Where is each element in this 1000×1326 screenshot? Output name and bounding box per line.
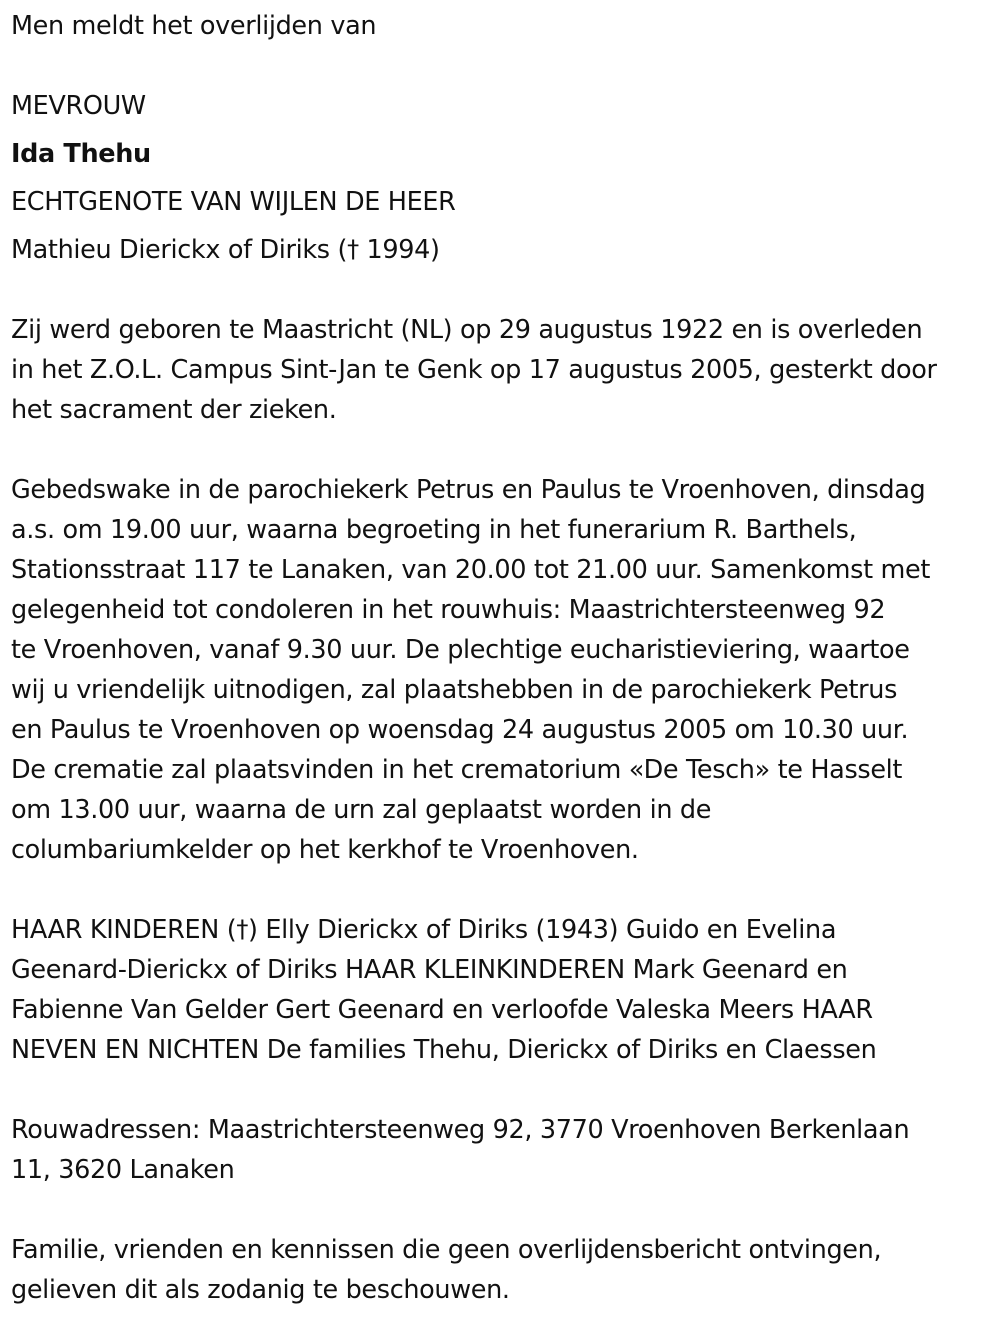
children-names: ) Elly Dierickx of Diriks (1943) Guido en Evelina bbox=[248, 915, 837, 945]
paragraph-line: Gebedswake in de parochiekerk Petrus en Paulus te Vroenhoven, dinsdag bbox=[11, 475, 926, 505]
paragraph-line: Rouwadressen: Maastrichtersteenweg 92, 3770 Vroenhoven Berkenlaan bbox=[11, 1115, 910, 1145]
paragraph-line: a.s. om 19.00 uur, waarna begroeting in het funerarium R. Barthels, bbox=[11, 515, 857, 545]
service-paragraph bbox=[11, 470, 930, 870]
spouse-title: ECHTGENOTE VAN WIJLEN DE HEER bbox=[11, 187, 456, 217]
address-paragraph bbox=[11, 1110, 909, 1190]
spouse-name bbox=[11, 226, 440, 274]
closing-paragraph bbox=[11, 1230, 881, 1310]
paragraph-line: wij u vriendelijk uitnodigen, zal plaatshebben in de parochiekerk Petrus bbox=[11, 675, 898, 705]
paragraph-line: in het Z.O.L. Campus Sint-Jan te Genk op 17 augustus 2005, gesterkt door bbox=[11, 355, 937, 385]
honorific-title: MEVROUW bbox=[11, 91, 146, 121]
spouse-name-text: Mathieu Dierickx of Diriks ( bbox=[11, 235, 348, 265]
spouse-death-year: 1994) bbox=[358, 235, 440, 265]
paragraph-line: Familie, vrienden en kennissen die geen overlijdensbericht ontvingen, bbox=[11, 1235, 882, 1265]
paragraph-line: Stationsstraat 117 te Lanaken, van 20.00 tot 21.00 uur. Samenkomst met bbox=[11, 555, 930, 585]
intro-text: Men meldt het overlijden van bbox=[11, 11, 377, 41]
paragraph-line: gelieven dit als zodanig te beschouwen. bbox=[11, 1275, 510, 1305]
paragraph-line: Geenard-Dierickx of Diriks HAAR KLEINKINDEREN Mark Geenard en bbox=[11, 955, 848, 985]
paragraph-line: 11, 3620 Lanaken bbox=[11, 1155, 235, 1185]
paragraph-line: NEVEN EN NICHTEN De families Thehu, Dierickx of Diriks en Claessen bbox=[11, 1035, 877, 1065]
paragraph-line bbox=[11, 910, 876, 950]
deceased-name: Ida Thehu bbox=[11, 139, 151, 169]
cross-icon: † bbox=[347, 235, 359, 263]
paragraph-line: Zij werd geboren te Maastricht (NL) op 29 augustus 1922 en is overleden bbox=[11, 315, 923, 345]
birth-paragraph bbox=[11, 310, 937, 430]
paragraph-line: en Paulus te Vroenhoven op woensdag 24 augustus 2005 om 10.30 uur. bbox=[11, 715, 909, 745]
paragraph-line: te Vroenhoven, vanaf 9.30 uur. De plechtige eucharistieviering, waartoe bbox=[11, 635, 910, 665]
paragraph-line: columbariumkelder op het kerkhof te Vroenhoven. bbox=[11, 835, 639, 865]
paragraph-line: het sacrament der zieken. bbox=[11, 395, 337, 425]
family-paragraph bbox=[11, 910, 876, 1070]
children-label: HAAR KINDEREN ( bbox=[11, 915, 237, 945]
cross-icon: † bbox=[236, 915, 249, 943]
paragraph-line: Fabienne Van Gelder Gert Geenard en verloofde Valeska Meers HAAR bbox=[11, 995, 873, 1025]
paragraph-line: om 13.00 uur, waarna de urn zal geplaatst worden in de bbox=[11, 795, 712, 825]
paragraph-line: gelegenheid tot condoleren in het rouwhuis: Maastrichtersteenweg 92 bbox=[11, 595, 886, 625]
paragraph-line: De crematie zal plaatsvinden in het crematorium «De Tesch» te Hasselt bbox=[11, 755, 903, 785]
